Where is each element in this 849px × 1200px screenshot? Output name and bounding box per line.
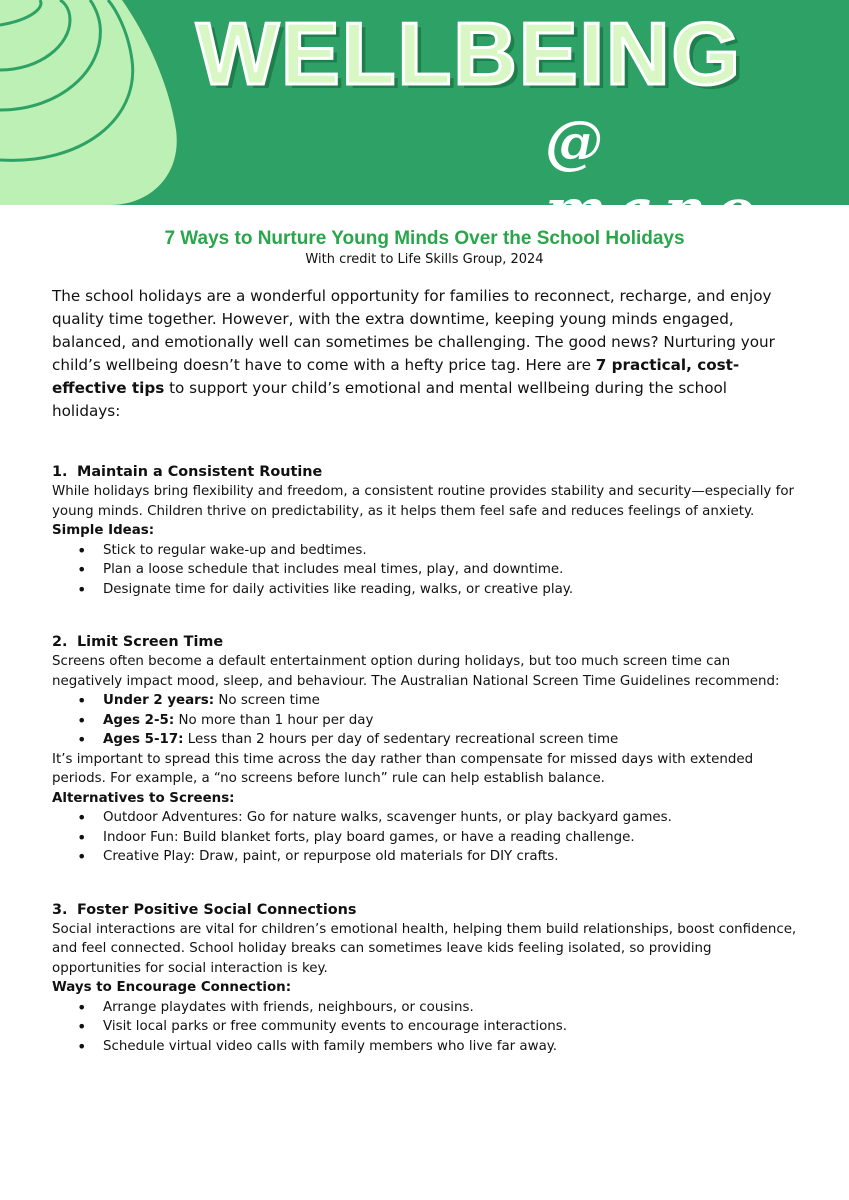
- list-item: • Creative Play: Draw, paint, or repurpose old materials for DIY crafts.: [52, 847, 797, 867]
- document-title: 7 Ways to Nurture Young Minds Over the School Holidays: [164, 228, 685, 249]
- intro-text-2: to support your child’s emotional and mental wellbeing during the school holidays:: [52, 379, 728, 420]
- guideline-text: No screen time: [214, 693, 320, 708]
- list-item: • Indoor Fun: Build blanket forts, play board games, or have a reading challenge.: [52, 828, 797, 848]
- section-body: Screens often become a default entertainment option during holidays, but too much screen time can negatively impact mood, sleep, and behaviour. The Australian National Screen Time Guidelines recommend:: [52, 654, 780, 689]
- list-item: • Visit local parks or free community events to encourage interactions.: [52, 1017, 797, 1037]
- section-number: 1.: [52, 464, 68, 480]
- intro-paragraph: [52, 285, 797, 423]
- section-subheading: Alternatives to Screens:: [52, 790, 235, 806]
- guidelines-list: [52, 691, 797, 750]
- list-item: [52, 730, 797, 750]
- section-subheading: Simple Ideas:: [52, 523, 155, 538]
- document-credit: With credit to Life Skills Group, 2024: [305, 252, 544, 267]
- guideline-label: Ages 5-17:: [103, 732, 184, 747]
- section-number: 3.: [52, 901, 68, 918]
- list-item: [52, 691, 797, 711]
- list-item: • Stick to regular wake-up and bedtimes.: [52, 541, 797, 561]
- banner-subtitle: @ mano: [545, 108, 765, 244]
- section-title: Limit Screen Time: [77, 634, 224, 650]
- guideline-text: Less than 2 hours per day of sedentary recreational screen time: [183, 732, 619, 747]
- guideline-label: Ages 2-5:: [103, 712, 175, 728]
- list-item: • Designate time for daily activities like reading, walks, or creative play.: [52, 580, 797, 600]
- intro-bold-text: 7 practical, cost-effective tips: [52, 356, 740, 397]
- section-routine: [52, 462, 797, 599]
- section-note: It’s important to spread this time across the day rather than compensate for missed days with extended periods. For example, a “no screens before lunch” rule can help establish balance.: [52, 751, 754, 786]
- bullet-list: [52, 541, 797, 600]
- document-body: [52, 222, 797, 1089]
- list-item: • Arrange playdates with friends, neighbours, or cousins.: [52, 998, 797, 1018]
- section-number: 2.: [52, 634, 68, 650]
- section-screen-time: [52, 632, 797, 867]
- section-social: [52, 900, 797, 1057]
- list-item: [52, 711, 797, 731]
- guideline-text: No more than 1 hour per day: [174, 712, 374, 728]
- bullet-list: [52, 998, 797, 1057]
- intro-text-1: The school holidays are a wonderful opportunity for families to reconnect, recharge, and enjoy quality time together. However, with the extra downtime, keeping young minds engaged, balanced, and emotionally well can sometimes be challenging. The good news? Nurturing your child’s wellbeing doesn’t have to come with a hefty price tag. Here are: [52, 287, 775, 374]
- section-subheading: Ways to Encourage Connection:: [52, 980, 292, 995]
- bullet-list: [52, 808, 797, 867]
- section-body: Social interactions are vital for children’s emotional health, helping them build relationships, boost confidence, and feel connected. School holiday breaks can sometimes leave kids feeling isolated, so providing opportunities for social interaction is key.: [52, 921, 797, 976]
- list-item: • Plan a loose schedule that includes meal times, play, and downtime.: [52, 560, 797, 580]
- banner-title: WELLBEING: [196, 4, 742, 103]
- section-title: Maintain a Consistent Routine: [77, 464, 323, 480]
- section-body: While holidays bring flexibility and freedom, a consistent routine provides stability and security—especially for young minds. Children thrive on predictability, as it helps them feel safe and reduces feelings of anxiety.: [52, 484, 795, 519]
- section-heading: [52, 462, 797, 482]
- list-item: • Outdoor Adventures: Go for nature walks, scavenger hunts, or play backyard games.: [52, 808, 797, 828]
- section-heading: [52, 632, 797, 652]
- section-heading: [52, 900, 797, 920]
- list-item: • Schedule virtual video calls with family members who live far away.: [52, 1037, 797, 1057]
- section-title: Foster Positive Social Connections: [77, 901, 357, 918]
- guideline-label: Under 2 years:: [103, 693, 215, 708]
